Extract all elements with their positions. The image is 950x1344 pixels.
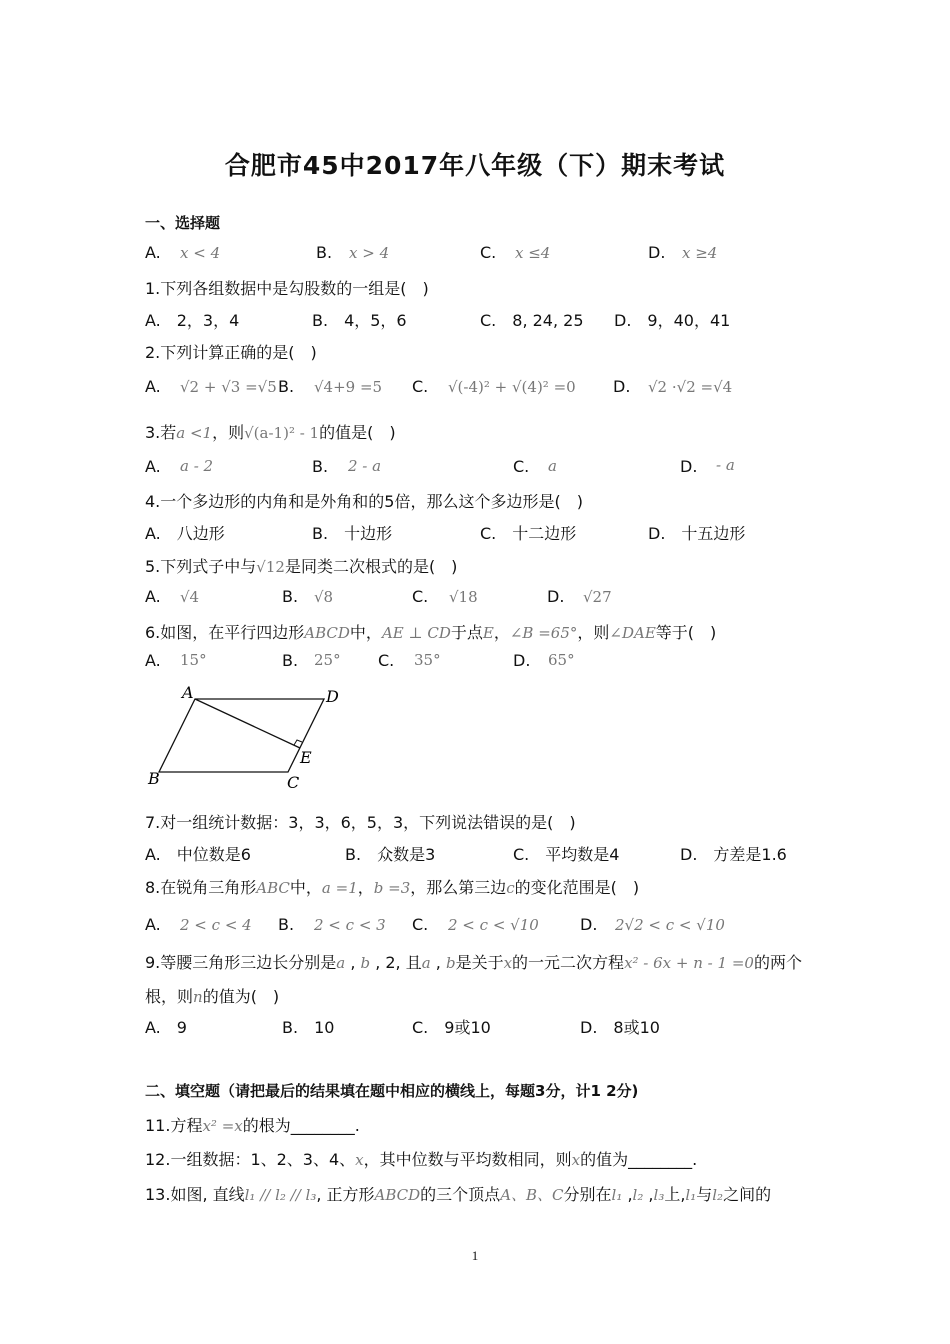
- q13-line: l₁: [611, 1186, 623, 1204]
- q13-line: l₁: [685, 1186, 697, 1204]
- q9-text: 根，则: [145, 987, 194, 1006]
- segment-ae: [195, 699, 300, 748]
- q9-var: x: [503, 954, 513, 972]
- q13-line: l₃: [653, 1186, 665, 1204]
- q4-option-b: B. 十边形: [312, 524, 393, 543]
- q5-text: 是同类二次根式的是( ): [284, 557, 458, 576]
- q3-option-a-label: A.: [145, 457, 161, 476]
- question-2-stem: 2.下列计算正确的是( ): [145, 343, 317, 362]
- q0-option-c-label: C.: [480, 243, 497, 262]
- q7-option-b: B. 众数是3: [345, 845, 436, 864]
- q0-option-b: x > 4: [349, 244, 390, 262]
- q0-option-a-label: A.: [145, 243, 161, 262]
- q6-parallelogram: ABCD: [304, 624, 350, 642]
- q6-option-c-label: C.: [378, 651, 395, 670]
- q8-side-c: c: [506, 879, 515, 897]
- q6-text: 6.如图，在平行四边形: [145, 623, 305, 642]
- q8-option-c-label: C.: [412, 915, 429, 934]
- q0-option-d-label: D.: [648, 243, 666, 262]
- q6-text: 等于( ): [655, 623, 717, 642]
- q8-option-d: 2√2 < c < √10: [615, 916, 725, 934]
- label-e: E: [300, 748, 312, 767]
- q6-option-a-label: A.: [145, 651, 161, 670]
- label-c: C: [287, 773, 300, 792]
- q0-option-a: x < 4: [180, 244, 221, 262]
- q13-vertices: A、B、C: [500, 1186, 564, 1204]
- q5-option-a: √4: [180, 588, 200, 606]
- q3-option-d: - a: [716, 456, 735, 474]
- q5-text: 5.下列式子中与: [145, 557, 257, 576]
- q9-text: ,: [430, 953, 446, 972]
- q8-text: ，那么第三边: [410, 878, 507, 897]
- q8-side-b: b =3: [373, 879, 411, 897]
- q6-option-c: 35°: [414, 651, 441, 669]
- q8-triangle: ABC: [256, 879, 290, 897]
- q13-square: ABCD: [374, 1186, 421, 1204]
- q0-option-c: x ≤4: [515, 244, 551, 262]
- question-12: [145, 1147, 697, 1170]
- q5-option-b-label: B.: [282, 587, 299, 606]
- q13-text: 的三个顶点: [420, 1185, 501, 1204]
- q3-text: 3.若: [145, 423, 177, 442]
- section-heading-fill: 二、填空题（请把最后的结果填在题中相应的横线上，每题3分，计1 2分): [145, 1082, 639, 1100]
- q1-option-c: C. 8, 24, 25: [480, 311, 584, 330]
- parallelogram-figure: [140, 680, 350, 795]
- q13-text: ,: [622, 1185, 633, 1204]
- q2-option-b: √4+9 =5: [314, 378, 383, 396]
- question-4-stem: 4.一个多边形的内角和是外角和的5倍，那么这个多边形是( ): [145, 492, 583, 511]
- q3-option-b: 2 - a: [348, 457, 382, 475]
- q13-text: 13.如图, 直线: [145, 1185, 245, 1204]
- q7-option-c: C. 平均数是4: [513, 845, 620, 864]
- q8-text: ，: [357, 878, 374, 897]
- q5-option-d: √27: [583, 588, 612, 606]
- q6-perpendicular: AE ⊥ CD: [381, 624, 451, 642]
- question-13: [145, 1182, 771, 1205]
- q5-option-b: √8: [314, 588, 334, 606]
- q2-option-d: √2 ·√2 =√4: [648, 378, 733, 396]
- q4-option-d: D. 十五边形: [648, 524, 746, 543]
- q6-angle-b: ∠B =65°: [509, 624, 578, 642]
- q3-text: ，则: [212, 423, 245, 442]
- q6-text: 于点: [450, 623, 483, 642]
- q11-text: 11.方程: [145, 1116, 203, 1135]
- q6-option-d: 65°: [548, 651, 575, 669]
- q2-option-b-label: B.: [278, 377, 295, 396]
- q9-text: 是关于: [455, 953, 504, 972]
- q9-text: 的值为( ): [202, 987, 280, 1006]
- q2-option-a: √2 + √3 =√5: [180, 378, 277, 396]
- q9-option-a: A. 9: [145, 1018, 187, 1037]
- q8-option-d-label: D.: [580, 915, 598, 934]
- page-title: 合肥市45中2017年八年级（下）期末考试: [224, 151, 726, 180]
- q12-text: 12.一组数据：1、2、3、4、: [145, 1150, 356, 1169]
- q9-text: , 2, 且: [370, 953, 422, 972]
- question-3-stem: [145, 420, 396, 443]
- q3-option-b-label: B.: [312, 457, 329, 476]
- q7-option-d: D. 方差是1.6: [680, 845, 787, 864]
- question-8-stem: [145, 875, 639, 898]
- q6-option-b-label: B.: [282, 651, 299, 670]
- q6-option-d-label: D.: [513, 651, 531, 670]
- page-number: 1: [471, 1248, 479, 1263]
- q8-option-c: 2 < c < √10: [448, 916, 539, 934]
- label-d: D: [326, 687, 339, 706]
- q13-parallel-lines: l₁ // l₂ // l₃: [244, 1186, 317, 1204]
- q9-option-d: D. 8或10: [580, 1018, 660, 1037]
- q8-text: 中，: [289, 878, 322, 897]
- q12-text: 的值为________.: [580, 1150, 698, 1169]
- section-heading-choice: 一、选择题: [145, 214, 221, 232]
- q9-text: 9.等腰三角形三边长分别是: [145, 953, 337, 972]
- q11-text: 的根为________.: [242, 1116, 360, 1135]
- q12-text: ，其中位数与平均数相同，则: [363, 1150, 572, 1169]
- q13-text: 分别在: [563, 1185, 612, 1204]
- q8-option-a-label: A.: [145, 915, 161, 934]
- q6-angle-dae: ∠DAE: [609, 624, 656, 642]
- q9-text: 的一元二次方程: [512, 953, 625, 972]
- question-9-stem: [145, 950, 802, 973]
- q2-option-a-label: A.: [145, 377, 161, 396]
- q9-var: b: [360, 954, 371, 972]
- q9-var: a: [421, 954, 431, 972]
- q3-text: 的值是( ): [319, 423, 396, 442]
- right-angle-mark: [294, 740, 302, 745]
- question-6-stem: [145, 620, 716, 643]
- q8-text: 8.在锐角三角形: [145, 878, 257, 897]
- q4-option-c: C. 十二边形: [480, 524, 577, 543]
- q1-option-d: D. 9，40，41: [614, 311, 731, 330]
- q8-option-b-label: B.: [278, 915, 295, 934]
- label-a: A: [182, 683, 194, 702]
- q5-option-a-label: A.: [145, 587, 161, 606]
- q3-option-c: a: [548, 457, 557, 475]
- q9-var: n: [193, 988, 203, 1006]
- q0-option-b-label: B.: [316, 243, 333, 262]
- q5-option-c-label: C.: [412, 587, 429, 606]
- q3-option-d-label: D.: [680, 457, 698, 476]
- q6-point-e: E: [482, 624, 494, 642]
- q3-option-c-label: C.: [513, 457, 530, 476]
- q13-text: 之间的: [723, 1185, 772, 1204]
- q11-equation: x² =x: [202, 1117, 243, 1135]
- q5-option-c: √18: [449, 588, 478, 606]
- q0-option-d: x ≥4: [682, 244, 718, 262]
- q5-expression: √12: [256, 558, 285, 576]
- q13-line: l₂: [632, 1186, 644, 1204]
- q3-condition: a <1: [176, 424, 213, 442]
- q6-text: 中，: [349, 623, 382, 642]
- q6-option-b: 25°: [314, 651, 341, 669]
- question-9-stem-line2: [145, 984, 279, 1007]
- q13-text: 上,: [664, 1185, 686, 1204]
- label-b: B: [148, 769, 160, 788]
- q13-text: ,: [643, 1185, 654, 1204]
- q6-text: ，则: [577, 623, 610, 642]
- q9-text: 的两个: [753, 953, 802, 972]
- q1-option-b: B. 4，5，6: [312, 311, 407, 330]
- q4-option-a: A. 八边形: [145, 524, 225, 543]
- q9-option-b: B. 10: [282, 1018, 335, 1037]
- q1-option-a: A. 2，3，4: [145, 311, 240, 330]
- q9-equation: x² - 6x + n - 1 =0: [624, 954, 754, 972]
- q2-option-c: √(-4)² + √(4)² =0: [448, 378, 576, 396]
- q6-option-a: 15°: [180, 651, 207, 669]
- q8-text: 的变化范围是( ): [514, 878, 640, 897]
- q2-option-d-label: D.: [613, 377, 631, 396]
- question-7-stem: 7.对一组统计数据：3，3，6，5，3，下列说法错误的是( ): [145, 813, 576, 832]
- question-1-stem: 1.下列各组数据中是勾股数的一组是( ): [145, 279, 429, 298]
- q13-text: 与: [696, 1185, 713, 1204]
- q9-option-c: C. 9或10: [412, 1018, 491, 1037]
- q7-option-a: A. 中位数是6: [145, 845, 251, 864]
- question-5-stem: [145, 554, 457, 577]
- q5-option-d-label: D.: [547, 587, 565, 606]
- q13-text: , 正方形: [316, 1185, 375, 1204]
- q9-var: a: [336, 954, 346, 972]
- q12-var: x: [355, 1151, 364, 1169]
- q3-option-a: a - 2: [180, 457, 214, 475]
- q8-side-a: a =1: [321, 879, 358, 897]
- q8-option-b: 2 < c < 3: [314, 916, 386, 934]
- q2-option-c-label: C.: [412, 377, 429, 396]
- q3-expression: √(a-1)² - 1: [244, 424, 320, 442]
- q8-option-a: 2 < c < 4: [180, 916, 252, 934]
- q9-text: ,: [345, 953, 361, 972]
- question-11: [145, 1113, 360, 1136]
- q13-line: l₂: [712, 1186, 724, 1204]
- q6-text: ，: [493, 623, 510, 642]
- q9-var: b: [445, 954, 456, 972]
- q12-var: x: [571, 1151, 581, 1169]
